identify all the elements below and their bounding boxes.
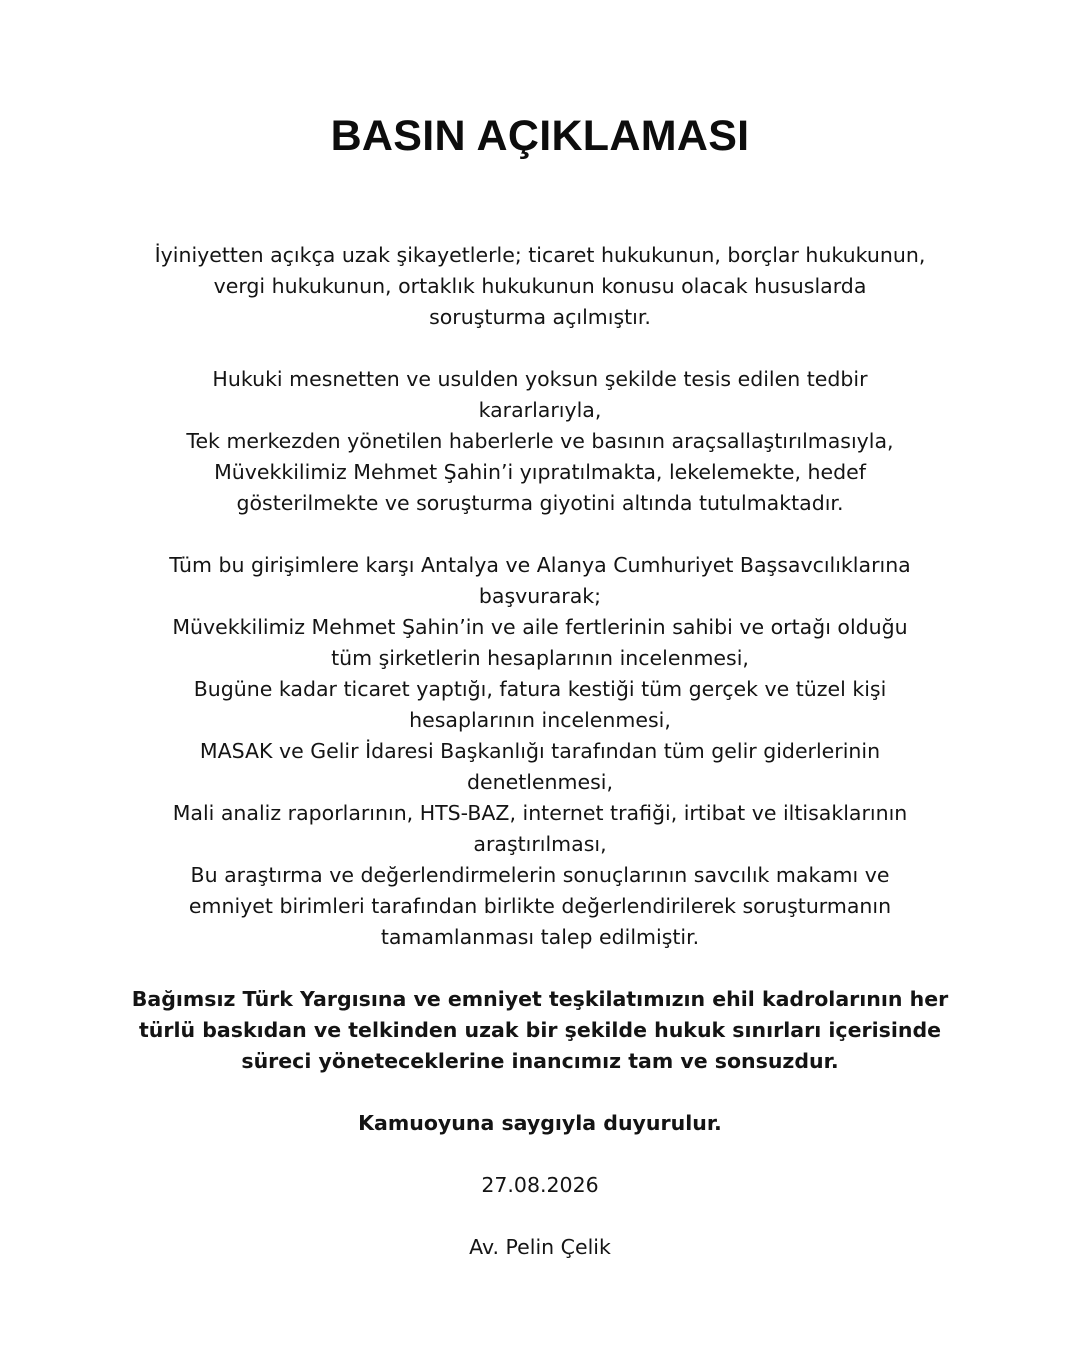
document-title: BASIN AÇIKLAMASI <box>330 112 750 160</box>
paragraph-line: süreci yöneteceklerine inancımız tam ve sonsuzdur. <box>241 1049 839 1073</box>
paragraph-line: denetlenmesi, <box>466 770 614 794</box>
paragraph-line: Müvekkilimiz Mehmet Şahin’in ve aile fertlerinin sahibi ve ortağı olduğu <box>172 615 908 639</box>
paragraph-line: Müvekkilimiz Mehmet Şahin’i yıpratılmakta, lekelemekte, hedef <box>214 460 866 484</box>
closing-line: Kamuoyuna saygıyla duyurulur. <box>358 1111 722 1135</box>
paragraph-trust-statement <box>90 984 990 1077</box>
paragraph-line: tüm şirketlerin hesaplarının incelenmesi, <box>331 646 749 670</box>
paragraph-applications <box>90 550 990 953</box>
paragraph-line: İyiniyetten açıkça uzak şikayetlerle; ticaret hukukunun, borçlar hukukunun, <box>154 243 926 267</box>
paragraph-line: vergi hukukunun, ortaklık hukukunun konusu olacak hususlarda <box>213 274 867 298</box>
paragraph-line: gösterilmekte ve soruşturma giyotini altında tutulmaktadır. <box>236 491 844 515</box>
paragraph-line: araştırılması, <box>473 832 607 856</box>
paragraph-line: türlü baskıdan ve telkinden uzak bir şekilde hukuk sınırları içerisinde <box>138 1018 942 1042</box>
paragraph-line: Bağımsız Türk Yargısına ve emniyet teşkilatımızın ehil kadrolarının her <box>131 987 949 1011</box>
paragraph-complaints <box>90 240 990 333</box>
paragraph-line: hesaplarının incelenmesi, <box>409 708 671 732</box>
paragraph-line: soruşturma açılmıştır. <box>429 305 651 329</box>
paragraph-line: Tek merkezden yönetilen haberlerle ve basının araçsallaştırılmasıyla, <box>186 429 894 453</box>
paragraph-line: Hukuki mesnetten ve usulden yoksun şekilde tesis edilen tedbir <box>212 367 868 391</box>
paragraph-line: kararlarıyla, <box>478 398 602 422</box>
paragraph-line: Tüm bu girişimlere karşı Antalya ve Alanya Cumhuriyet Başsavcılıklarına <box>169 553 911 577</box>
paragraph-line: Bugüne kadar ticaret yaptığı, fatura kestiği tüm gerçek ve tüzel kişi <box>193 677 887 701</box>
paragraph-line: Bu araştırma ve değerlendirmelerin sonuçlarının savcılık makamı ve <box>190 863 890 887</box>
paragraph-line: başvurarak; <box>478 584 602 608</box>
paragraph-line: MASAK ve Gelir İdaresi Başkanlığı tarafından tüm gelir giderlerinin <box>199 739 881 763</box>
document-date: 27.08.2026 <box>481 1173 599 1197</box>
paragraph-measures <box>90 364 990 519</box>
paragraph-line: tamamlanması talep edilmiştir. <box>380 925 700 949</box>
paragraph-line: emniyet birimleri tarafından birlikte değerlendirilerek soruşturmanın <box>188 894 892 918</box>
signature: Av. Pelin Çelik <box>469 1235 611 1259</box>
paragraph-line: Mali analiz raporlarının, HTS-BAZ, internet trafiği, irtibat ve iltisaklarının <box>172 801 908 825</box>
